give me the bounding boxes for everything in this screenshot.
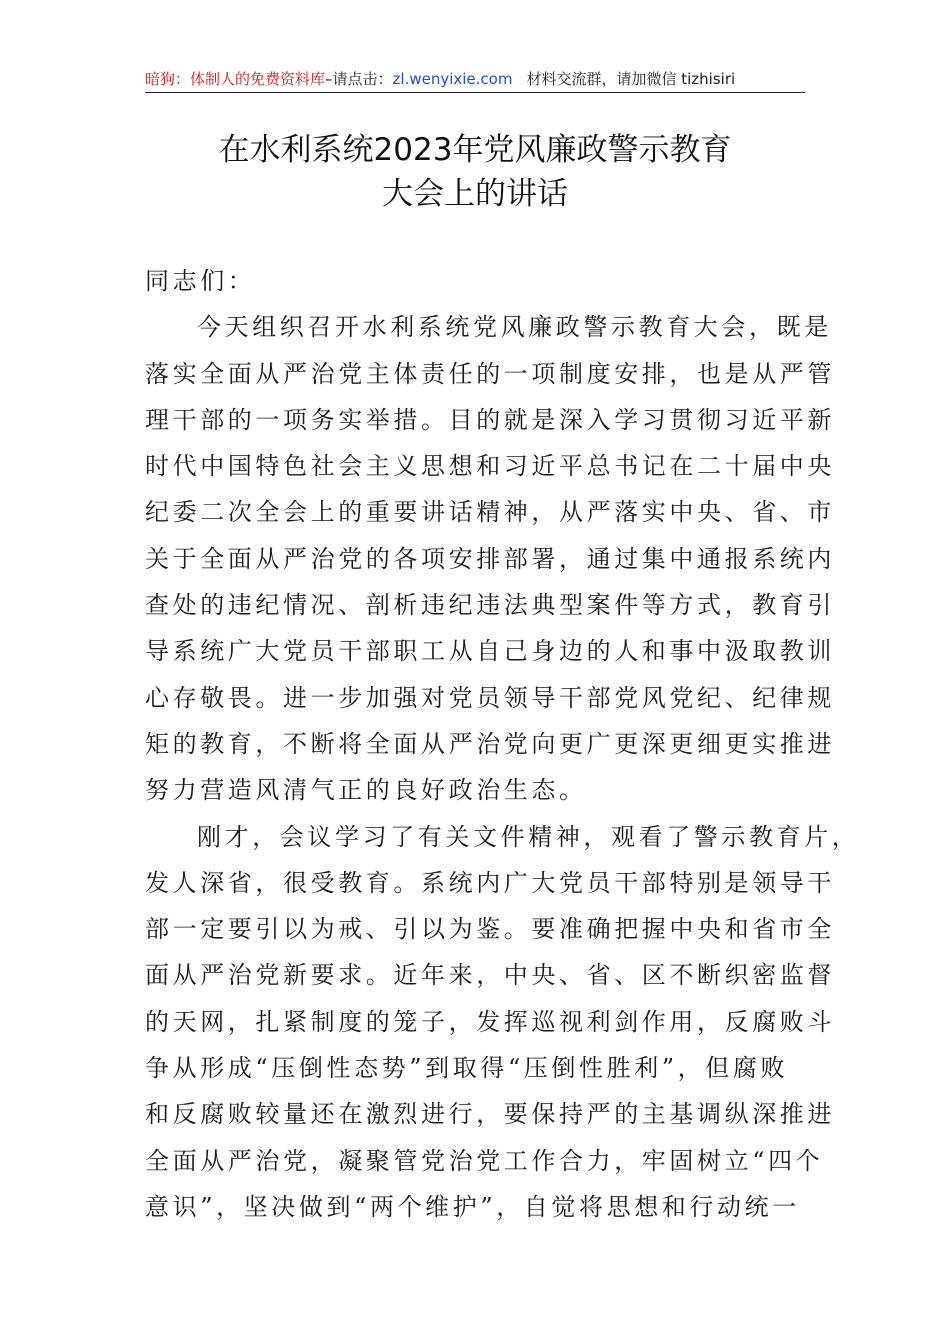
paragraph-line: 理干部的一项务实举措。目的就是深入学习贯彻习近平新 [145,405,835,434]
paragraph-line: 纪委二次全会上的重要讲话精神，从严落实中央、省、市 [145,498,835,527]
page-header [145,66,805,93]
paragraph-line: 心存敬畏。进一步加强对党员领导干部党风党纪、纪律规 [145,683,835,712]
paragraph-line: 查处的违纪情况、剖析违纪违法典型案件等方式，教育引 [145,591,835,620]
paragraph-line: 部一定要引以为戒、引以为鉴。要准确把握中央和省市全 [145,915,835,944]
paragraph-line: 努力营造风清气正的良好政治生态。 [145,776,587,805]
paragraph-line: 的天网，扎紧制度的笼子，发挥巡视利剑作用，反腐败斗 [145,1007,835,1036]
paragraph-line: 面从严治党新要求。近年来，中央、省、区不断织密监督 [145,961,835,990]
paragraph-line: 落实全面从严治党主体责任的一项制度安排，也是从严管 [145,359,835,388]
document-title [145,128,805,216]
title-line-1: 在水利系统2023年党风廉政警示教育 [218,132,732,168]
header-brand: 暗狗：体制人的免费资料库 [145,70,326,88]
paragraph-line: 和反腐败较量还在激烈进行，要保持严的主基调纵深推进 [145,1100,835,1129]
paragraph-line: 导系统广大党员干部职工从自己身边的人和事中汲取教训 [145,637,835,666]
paragraph-line: 关于全面从严治党的各项安排部署，通过集中通报系统内 [145,544,835,573]
salutation: 同志们： [145,267,256,295]
paragraph-line: 刚才，会议学习了有关文件精神，观看了警示教育片， [197,822,860,851]
header-contact: 材料交流群，请加微信 tizhisiri [526,70,736,88]
paragraph-line: 矩的教育，不断将全面从严治党向更广更深更细更实推进 [145,729,835,758]
header-separator: –请点击： [325,70,393,88]
paragraph-line: 时代中国特色社会主义思想和习近平总书记在二十届中央 [145,452,835,481]
paragraph-line: 全面从严治党，凝聚管党治党工作合力，牢固树立“四个 [145,1146,824,1175]
paragraph-line: 今天组织召开水利系统党风廉政警示教育大会，既是 [197,313,832,342]
paragraph-line: 争从形成“压倒性态势”到取得“压倒性胜利”，但腐败 [145,1054,789,1083]
paragraph-line: 发人深省，很受教育。系统内广大党员干部特别是领导干 [145,868,835,897]
paragraph-line: 意识”，坚决做到“两个维护”，自觉将思想和行动统一 [145,1192,800,1221]
title-line-2: 大会上的讲话 [382,176,568,212]
header-link[interactable]: zl.wenyixie.com [392,70,513,88]
document-body [145,258,860,1230]
